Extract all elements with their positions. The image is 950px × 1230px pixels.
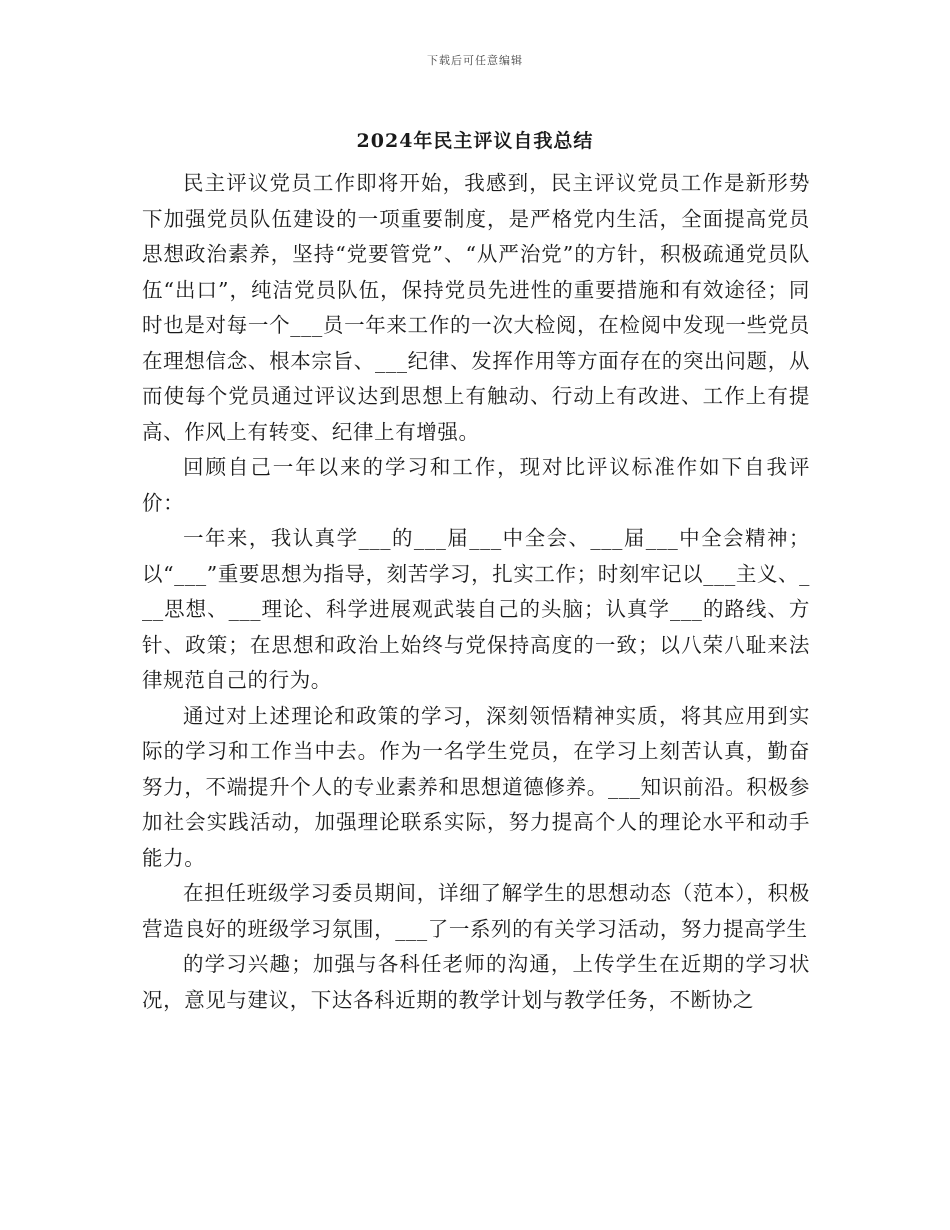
paragraph-review: 回顾自己一年以来的学习和工作，现对比评议标准作如下自我评价： — [142, 455, 810, 515]
header-note: 下载后可任意编辑 — [427, 54, 523, 67]
paragraph-application: 通过对上述理论和政策的学习，深刻领悟精神实质，将其应用到实际的学习和工作当中去。作为一名学生党员，在学习上刻苦认真，勤奋努力，不端提升个人的专业素养和思想道德修养。___知识前沿。积极参加社会实践活动，加强理论联系实际，努力提高个人的理论水平和动手能力。 — [142, 703, 810, 870]
paragraph-study: 一年来，我认真学___的___届___中全会、___届___中全会精神；以“___”重要思想为指导，刻苦学习，扎实工作；时刻牢记以___主义、___思想、___理论、科学进展观武装自己的头脑；认真学___的路线、方针、政策；在思想和政治上始终与党保持高度的一致；以八荣八耻来法律规范自己的行为。 — [142, 526, 810, 692]
paragraph-intro: 民主评议党员工作即将开始，我感到，民主评议党员工作是新形势下加强党员队伍建设的一项重要制度，是严格党内生活，全面提高党员思想政治素养，坚持“党要管党”、“从严治党”的方针，积极疏通党员队伍“出口”，纯洁党员队伍，保持党员先进性的重要措施和有效途径；同时也是对每一个___员一年来工作的一次大检阅，在检阅中发现一些党员在理想信念、根本宗旨、___纪律、发挥作用等方面存在的突出问题，从而使每个党员通过评议达到思想上有触动、行动上有改进、工作上有提高、作风上有转变、纪律上有增强。 — [142, 171, 810, 444]
paragraph-class-committee: 在担任班级学习委员期间，详细了解学生的思想动态（范本），积极营造良好的班级学习氛围，___了一系列的有关学习活动，努力提高学生 — [142, 881, 810, 941]
document-body — [142, 166, 810, 1018]
paragraph-continuation: 的学习兴趣；加强与各科任老师的沟通，上传学生在近期的学习状况，意见与建议，下达各科近期的教学计划与教学任务，不断协之 — [142, 952, 810, 1012]
document-title: 2024年民主评议自我总结 — [356, 130, 594, 152]
